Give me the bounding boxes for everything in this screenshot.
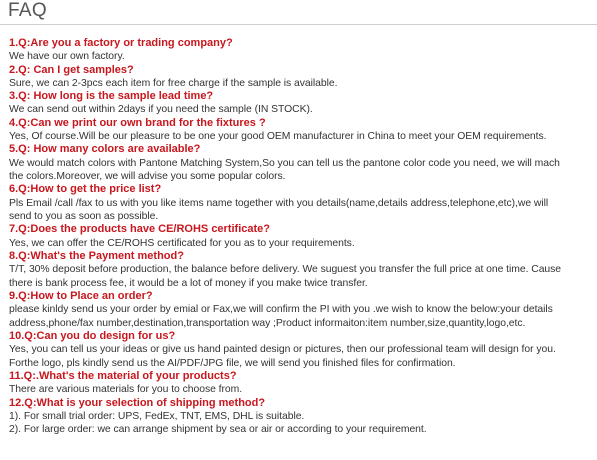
page-title: FAQ [8, 0, 47, 21]
faq-question: 6.Q:How to get the price list? [9, 183, 162, 196]
faq-answer-line: T/T, 30% deposit before production, the balance before delivery. We suguest you transfer the full price at one time. Cause [9, 264, 562, 276]
faq-answer-line: There are various materials for you to choose from. [9, 384, 243, 396]
faq-item [9, 183, 591, 223]
faq-question: 9.Q:How to Place an order? [9, 290, 153, 303]
faq-answer-line: there is bank process fee, it would be a lot of money if you make twice transfer. [9, 277, 368, 289]
faq-item [9, 223, 591, 250]
faq-answer [9, 383, 591, 396]
faq-item [9, 290, 591, 330]
faq-question: 4.Q:Can we print our own brand for the fixtures ? [9, 116, 266, 129]
faq-item [9, 330, 591, 370]
faq-answer-line: Pls Email /call /fax to us with you like items name together with you details(name,details address,telephone,etc),we will [9, 197, 549, 209]
faq-answer-line: We would match colors with Pantone Matching System,So you can tell us the pantone color code you need, we will mach [9, 157, 560, 169]
faq-answer [9, 410, 591, 437]
faq-answer [9, 237, 591, 250]
faq-answer [9, 50, 591, 63]
faq-answer-line: address,phone/fax number,destination,transportation way ;Product informaiton:item number,size,quantity,logo,etc. [9, 317, 526, 329]
faq-answer-line: Yes, we can offer the CE/ROHS certificated for you as to your requirements. [9, 237, 355, 249]
faq-item [9, 370, 591, 397]
faq-question: 12.Q:What is your selection of shipping method? [9, 396, 266, 409]
faq-question: 7.Q:Does the products have CE/ROHS certificate? [9, 223, 271, 236]
faq-item [9, 90, 591, 117]
faq-answer-line: Yes, you can tell us your ideas or give us hand painted design or pictures, then our professional team will design for you. [9, 344, 556, 356]
faq-answer-line: 2). For large order: we can arrange shipment by sea or air or according to your requirement. [9, 424, 427, 436]
faq-answer [9, 130, 591, 143]
faq-answer-line: please kinldy send us your order by emial or Fax,we will confirm the PI with you .we wish to know the below:your details [9, 304, 553, 316]
faq-question: 3.Q: How long is the sample lead time? [9, 90, 214, 103]
faq-item [9, 117, 591, 144]
faq-item [9, 64, 591, 91]
faq-answer-line: Forthe logo, pls kindly send us the AI/PDF/JPG file, we will send you finished files for confirmation. [9, 357, 456, 369]
faq-item [9, 143, 591, 183]
faq-answer-line: the colors.Moreover, we will advise you some popular colors. [9, 171, 286, 183]
faq-question: 8.Q:What's the Payment method? [9, 250, 184, 263]
faq-answer-line: send to you as soon as possible. [9, 211, 159, 223]
faq-answer-line: We have our own factory. [9, 51, 125, 63]
faq-question: 5.Q: How many colors are available? [9, 143, 201, 156]
title-divider [0, 24, 597, 25]
faq-answer-line: Yes, Of course.Will be our pleasure to be one your good OEM manufacturer in China to meet your OEM requirements. [9, 131, 547, 143]
faq-answer [9, 157, 591, 184]
faq-list [9, 37, 591, 437]
faq-item [9, 250, 591, 290]
faq-answer-line: Sure, we can 2-3pcs each item for free charge if the sample is available. [9, 77, 338, 89]
faq-question: 10.Q:Can you do design for us? [9, 330, 176, 343]
faq-answer [9, 303, 591, 330]
faq-answer [9, 103, 591, 116]
faq-item [9, 397, 591, 437]
faq-answer [9, 77, 591, 90]
faq-question: 1.Q:Are you a factory or trading company? [9, 37, 233, 49]
faq-answer-line: 1). For small trial order: UPS, FedEx, TNT, EMS, DHL is suitable. [9, 410, 305, 422]
faq-answer [9, 263, 591, 290]
faq-question: 11.Q:.What's the material of your products? [9, 370, 237, 383]
faq-answer [9, 197, 591, 224]
faq-answer-line: We can send out within 2days if you need the sample (IN STOCK). [9, 104, 313, 116]
faq-item [9, 37, 591, 64]
faq-question: 2.Q: Can I get samples? [9, 63, 134, 76]
faq-answer [9, 343, 591, 370]
